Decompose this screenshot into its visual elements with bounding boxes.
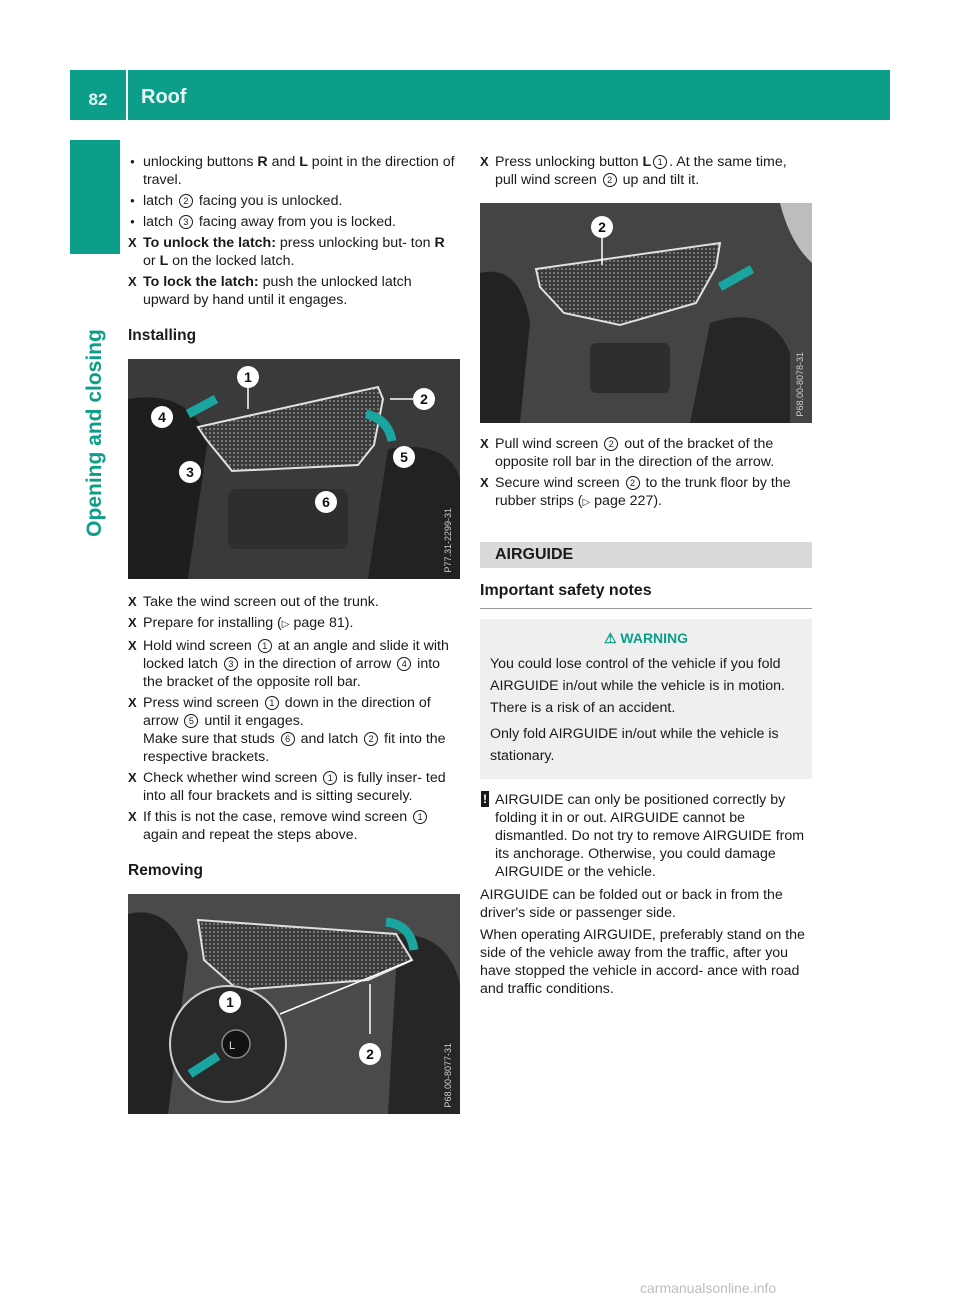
- button-l-label: L: [228, 1040, 236, 1052]
- page-ref-arrow-icon: ▷: [281, 619, 290, 630]
- page-number-box: [70, 70, 126, 120]
- warning-box: [480, 619, 812, 779]
- svg-text:1: 1: [226, 994, 234, 1010]
- paragraph: AIRGUIDE can be folded out or back in from the driver's side or passenger side.: [480, 887, 783, 921]
- page-ref-arrow-icon: ▷: [582, 497, 591, 508]
- header-bar: [70, 70, 890, 120]
- left-column: [128, 153, 460, 1114]
- warning-text: You could lose control of the vehicle if you fold AIRGUIDE in/out while the vehicle is in motion. There is a risk of an accident.: [490, 656, 785, 716]
- svg-text:4: 4: [158, 409, 166, 425]
- step-item: X Pull wind screen 2 out of the bracket of the opposite roll bar in the direction of the arrow.: [480, 435, 812, 471]
- side-tab-label: Opening and closing: [83, 329, 106, 537]
- removing-illustration: [128, 894, 460, 1114]
- step-item: X Press wind screen 1 down in the direction of arrow 5 until it engages. Make sure that studs 6 and latch 2 fit into the respective brackets.: [128, 694, 460, 766]
- callout-2: [359, 1043, 381, 1065]
- step-item: X Secure wind screen 2 to the trunk floor by the rubber strips (▷ page 227).: [480, 474, 812, 512]
- right-column: [480, 153, 812, 1002]
- warning-title: ⚠ WARNING: [603, 630, 689, 646]
- svg-text:5: 5: [400, 449, 408, 465]
- page-title: Roof: [141, 86, 187, 108]
- side-tab-block: [70, 140, 120, 254]
- step-item: X Prepare for installing (▷ page 81).: [128, 614, 460, 634]
- side-tab: [70, 268, 120, 598]
- page-number: 82: [88, 90, 108, 109]
- section-title-bar: AIRGUIDE: [480, 542, 812, 568]
- installing-heading: Installing: [128, 327, 197, 344]
- bullet-item: ● latch 3 facing away from you is locked.: [128, 213, 460, 231]
- callout-4: [151, 406, 173, 428]
- step-item: X Hold wind screen 1 at an angle and slide it with locked latch 3 in the direction of arrow 4 into the bracket of the opposite roll bar.: [128, 637, 460, 691]
- callout-1: [219, 991, 241, 1013]
- warning-text: Only fold AIRGUIDE in/out while the vehicle is stationary.: [490, 726, 779, 764]
- footer-watermark: carmanualsonline.info: [640, 1280, 777, 1296]
- figure-code: P77.31-2299-31: [443, 508, 453, 573]
- callout-6: [315, 491, 337, 513]
- svg-text:1: 1: [244, 369, 252, 385]
- callout-3: [179, 461, 201, 483]
- callout-5: [393, 446, 415, 468]
- callout-2: [413, 388, 435, 410]
- figure-code: P68.00-8077-31: [443, 1043, 453, 1108]
- paragraph: When operating AIRGUIDE, preferably stand on the side of the vehicle away from the traffic, after you have stopped the vehicle in accord- ance with road and traffic conditions.: [480, 927, 805, 997]
- warning-triangle-icon: ⚠: [603, 630, 617, 646]
- svg-text:2: 2: [598, 219, 606, 235]
- svg-text:3: 3: [186, 464, 194, 480]
- step-item: X Check whether wind screen 1 is fully inser- ted into all four brackets and is sitting securely.: [128, 769, 460, 805]
- step-item: X Take the wind screen out of the trunk.: [128, 593, 460, 611]
- callout-2: [591, 216, 613, 238]
- step-item: X If this is not the case, remove wind screen 1 again and repeat the steps above.: [128, 808, 460, 844]
- removing-heading: Removing: [128, 862, 203, 879]
- pull-out-illustration: [480, 203, 812, 423]
- note-item: ! AIRGUIDE can only be positioned correctly by folding it in or out. AIRGUIDE cannot be dismantled. Do not try to remove AIRGUIDE from its anchorage. Otherwise, you could damage AIRGUIDE or the vehicle.: [480, 791, 812, 881]
- svg-text:2: 2: [366, 1046, 374, 1062]
- header-separator: [126, 70, 128, 120]
- callout-2-ref: 2: [179, 194, 193, 208]
- callout-3-ref: 3: [179, 215, 193, 229]
- section-heading: Important safety notes: [480, 582, 812, 609]
- bullet-item: ● unlocking buttons R and L point in the direction of travel.: [128, 153, 460, 189]
- figure-code: P68.00-8078-31: [795, 352, 805, 417]
- callout-1: [237, 366, 259, 388]
- installing-illustration: [128, 359, 460, 579]
- step-item: X To lock the latch: push the unlocked latch upward by hand until it engages.: [128, 273, 460, 309]
- bullet-item: ● latch 2 facing you is unlocked.: [128, 192, 460, 210]
- step-item: X To unlock the latch: press unlocking but- ton R or L on the locked latch.: [128, 234, 460, 270]
- svg-text:6: 6: [322, 494, 330, 510]
- step-item: X Press unlocking button L 1 . At the same time, pull wind screen 2 up and tilt it.: [480, 153, 812, 189]
- svg-text:2: 2: [420, 391, 428, 407]
